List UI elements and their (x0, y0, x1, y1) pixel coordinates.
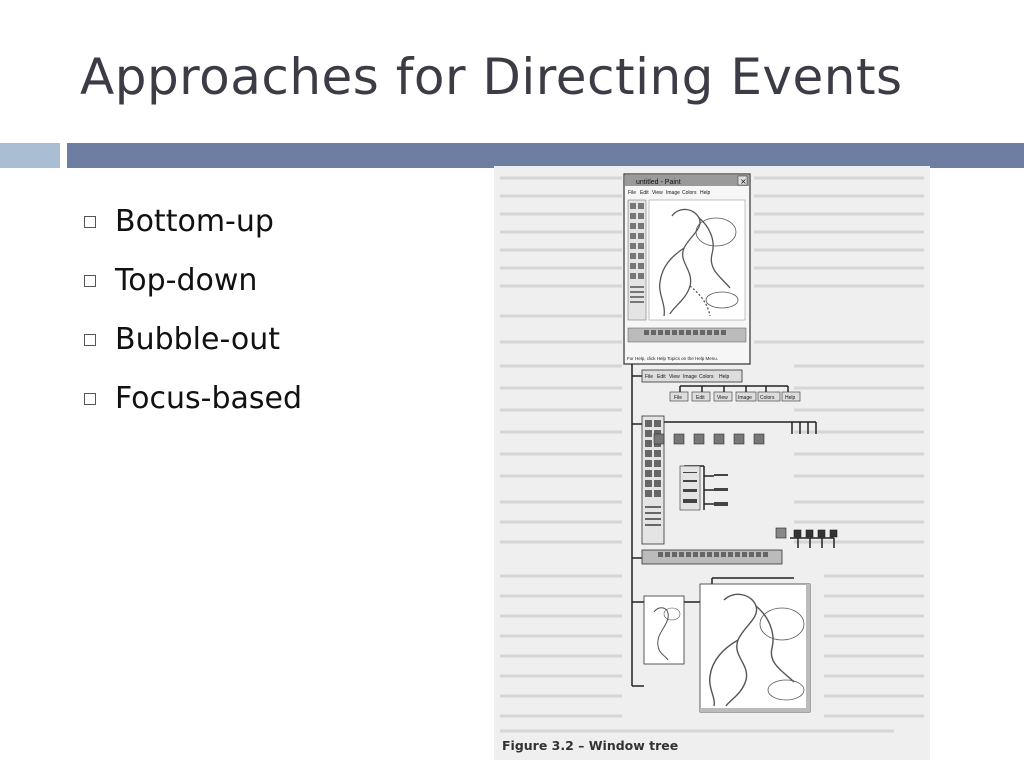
bullet-item (84, 251, 302, 310)
child-colors: Colors (760, 395, 775, 401)
bullet-list (84, 192, 302, 428)
header-band-accent (0, 143, 60, 168)
menu-colors: Colors (682, 190, 697, 196)
menu-help: Help (700, 190, 711, 196)
bullet-text: Top-down (115, 263, 258, 298)
node-menu-edit: Edit (657, 374, 666, 380)
palette-swatch-nodes (776, 528, 837, 538)
tool-icon-row (654, 434, 764, 444)
menu-image: Image (666, 190, 680, 196)
node-menu-file: File (645, 374, 654, 380)
bullet-square-icon (84, 334, 96, 346)
figure-caption: Figure 3.2 – Window tree (502, 738, 679, 753)
paint-window-title: untitled - Paint (636, 179, 681, 186)
child-image: Image (738, 395, 752, 401)
bullet-text: Focus-based (115, 381, 303, 416)
bullet-item (84, 310, 302, 369)
menu-item-nodes (670, 392, 800, 401)
bullet-text: Bubble-out (115, 322, 280, 357)
menu-view: View (652, 190, 663, 196)
node-menu-help: Help (719, 374, 730, 380)
menu-bar-node (642, 370, 742, 382)
header-band (67, 143, 1024, 168)
paint-status-text: For Help, click Help Topics on the Help Menu. (627, 356, 718, 361)
child-file: File (674, 395, 683, 401)
window-tree-figure (494, 166, 930, 760)
bullet-item (84, 192, 302, 251)
menu-edit: Edit (640, 190, 649, 196)
bullet-square-icon (84, 216, 96, 228)
menu-file: File (628, 190, 637, 196)
child-help: Help (785, 395, 796, 401)
canvas-node-large (700, 584, 810, 712)
paint-close-glyph: × (740, 177, 747, 186)
bullet-text: Bottom-up (115, 204, 274, 239)
paint-toolbox (628, 200, 646, 320)
bullet-item (84, 369, 302, 428)
child-edit: Edit (696, 395, 705, 401)
bullet-square-icon (84, 275, 96, 287)
canvas-node-small (644, 596, 684, 664)
bullet-square-icon (84, 393, 96, 405)
window-tree-diagram (494, 166, 930, 760)
node-menu-view: View (669, 374, 680, 380)
node-menu-colors: Colors (699, 374, 714, 380)
child-view: View (717, 395, 728, 401)
paint-window (624, 174, 750, 364)
slide-title: Approaches for Directing Events (80, 48, 903, 106)
node-menu-image: Image (683, 374, 697, 380)
palette-node (642, 550, 782, 564)
